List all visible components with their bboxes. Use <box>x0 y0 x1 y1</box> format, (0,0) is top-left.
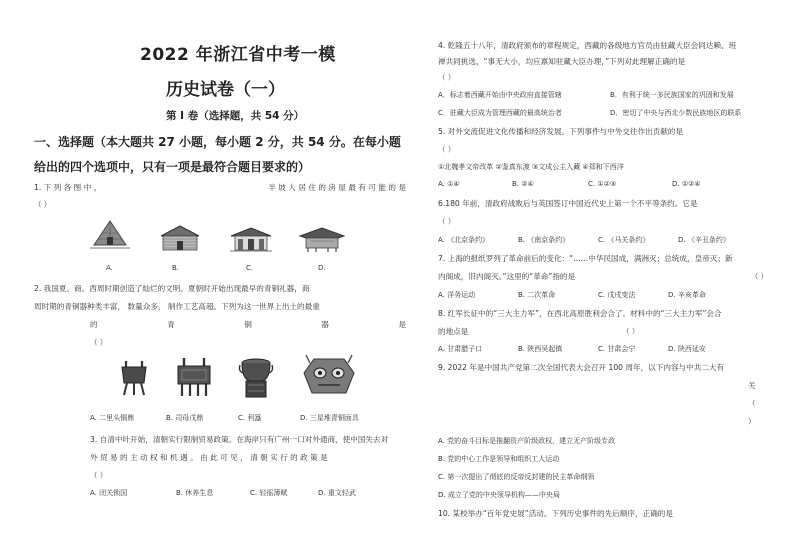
q6-option-d: D. 《辛丑条约》 <box>678 236 730 244</box>
q4-option-d: D．密切了中央与西北少数民族地区的联系 <box>610 109 742 117</box>
q9-line2: 关 <box>748 381 756 390</box>
q2-figure-a <box>118 357 150 397</box>
q8-answer-paren: （ ） <box>622 327 640 336</box>
q2-word: 器 <box>321 320 329 329</box>
q6-option-c: C. 《马关条约》 <box>598 236 650 244</box>
q2-label-d: D. 三星堆青铜面具 <box>300 414 359 422</box>
q8-option-d: D. 陕西延安 <box>668 345 706 353</box>
q8-line1: 8. 红军长征中的“三大主力军”，在西北高原胜利会合了。材料中的“三大主力军”会合 <box>438 309 722 318</box>
q5-option-a: A. ①④ <box>438 180 460 188</box>
q1-figure-a <box>88 219 132 253</box>
q2-word: 铜 <box>244 320 252 329</box>
q3-option-c: C. 轻徭薄赋 <box>250 489 288 497</box>
q8-option-b: B. 陕西吴起镇 <box>518 345 563 353</box>
q4-option-b: B．有利于统一多民族国家的巩固和发展 <box>610 91 734 99</box>
q9-option-a: A. 党的奋斗目标是推翻资产阶级政权，建立无产阶级专政 <box>438 437 616 445</box>
q2-label-c: C. 利簋 <box>238 414 262 422</box>
q3-line2: 外 贸 易 的 主 动 权 和 机 遇 。 由 此 可 见 ， 清 朝 实 行 的 政 策 是 <box>90 453 328 462</box>
q5-answer-paren: （ ） <box>438 145 456 154</box>
q2-line3 <box>90 319 406 330</box>
section-heading-line2: 给出的四个选项中，只有一项是最符合题目要求的） <box>34 160 311 174</box>
q7-answer-paren: （ ） <box>750 272 768 281</box>
q8-option-a: A. 甘肃腊子口 <box>438 345 483 353</box>
q1-label-b: B. <box>172 264 180 272</box>
q4-option-a: A．标志着西藏开始由中央政府直接管辖 <box>438 91 562 99</box>
q7-option-c: C. 戊戌变法 <box>598 291 636 299</box>
part-heading: 第 I 卷（选择题，共 54 分） <box>166 110 305 122</box>
q4-line2: 禅共同挑选，“事无大小，均应禀知驻藏大臣办理，”下列对此理解正确的是 <box>438 57 686 66</box>
q2-figure-c <box>238 355 274 399</box>
q2-figure-b <box>174 356 214 398</box>
q4-answer-paren: （ ） <box>438 73 456 82</box>
q1-label-a: A. <box>106 264 113 272</box>
q2-word: 的 <box>90 320 98 329</box>
q3-option-b: B. 休养生息 <box>176 489 214 497</box>
q1-label-d: D. <box>318 264 326 272</box>
q4-option-c: C．驻藏大臣成为管理西藏的最高统治者 <box>438 109 562 117</box>
right-column <box>412 0 794 560</box>
q1-stem-a: 1. 下 列 各 图 中 ， <box>34 183 102 192</box>
q3-answer-paren: （ ） <box>90 471 108 480</box>
q8-line2: 的地点是 <box>438 327 469 336</box>
q3-option-d: D. 重文轻武 <box>318 489 356 497</box>
q1-label-c: C. <box>246 264 254 272</box>
q9-paren-open: （ <box>748 399 756 408</box>
q3-option-a: A. 闭关锁国 <box>90 489 128 497</box>
q5-line1: 5. 对外交流促进文化传播和经济发展。下列事件与中外交往作出贡献的是 <box>438 127 684 136</box>
q5-items: ①北魏孝文帝改革 ②鉴真东渡 ③文成公主入藏 ④郑和下西洋 <box>438 163 624 171</box>
q2-label-a: A. 二里头铜鼎 <box>90 414 135 422</box>
exam-title: 2022 年浙江省中考一模 <box>140 45 336 65</box>
exam-subtitle: 历史试卷（一） <box>166 80 285 100</box>
q7-line2: 内阁成，旧内阁灭。”这里的“革命”指的是 <box>438 272 576 281</box>
q2-line2: 周时期的青铜器种类丰富， 数量众多， 制作工艺高超。下列为这一世界上出土的最重 <box>34 302 320 311</box>
q7-option-b: B. 二次革命 <box>518 291 556 299</box>
q2-figure-d <box>300 353 358 399</box>
q6-answer-paren: （ ） <box>438 217 456 226</box>
q4-line1: 4. 乾隆五十八年，清政府颁布的章程规定，西藏的各级地方官员由驻藏大臣会同达赖、班 <box>438 41 737 50</box>
q1-answer-paren: （ ） <box>34 200 52 209</box>
q8-option-c: C. 甘肃会宁 <box>598 345 636 353</box>
q7-option-d: D. 辛亥革命 <box>668 291 706 299</box>
q3-line1: 3. 自清中叶开始，清朝实行限制贸易政策。在海岸只有广州一口对外通商，使中国失去对 <box>90 435 389 444</box>
q9-option-c: C. 第一次提出了彻底的反帝反封建的民主革命纲领 <box>438 473 595 481</box>
q5-option-d: D. ①②④ <box>672 180 701 188</box>
q7-line1: 7. 上海的报纸罗列了革命前后的变化：“……中华民国成，满洲灭；总统成，皇帝灭；新 <box>438 254 733 263</box>
q1-figure-b <box>157 222 203 254</box>
q1-figure-d <box>298 224 346 254</box>
q1-stem-b: 半 坡 人 居 住 的 房 屋 最 有 可 能 的 是 <box>268 183 406 192</box>
q2-line1: 2. 我国夏、商、西周时期创造了灿烂的文明。夏朝时开始出现最早的青铜礼器，商 <box>34 284 310 293</box>
section-heading-line1: 一、选择题（本大题共 27 小题，每小题 2 分，共 54 分。在每小题 <box>34 135 401 149</box>
q9-option-b: B. 党的中心工作是领导和组织工人运动 <box>438 455 560 463</box>
q2-word: 是 <box>398 320 406 329</box>
q7-line2-row <box>438 271 768 282</box>
q6-option-b: B. 《南京条约》 <box>518 236 570 244</box>
q6-option-a: A. 《北京条约》 <box>438 236 490 244</box>
q1-figure-c <box>228 222 274 254</box>
q2-label-b: B. 司母戊鼎 <box>166 414 204 422</box>
q5-option-c: C. ①②③ <box>588 180 617 188</box>
q5-option-b: B. ②④ <box>512 180 534 188</box>
q2-answer-paren: （ ） <box>90 338 108 347</box>
q6-line1: 6.180 年前，清政府战败后与英国签订中国近代史上第一个不平等条约。它是 <box>438 199 698 208</box>
q9-option-d: D. 成立了党的中央领导机构——中央局 <box>438 491 560 499</box>
q7-option-a: A. 洋务运动 <box>438 291 476 299</box>
q9-paren-close: ） <box>748 417 756 426</box>
q2-word: 青 <box>167 320 175 329</box>
q10-line1: 10. 某校举办“百年党史展”活动。下列历史事件的先后顺序，正确的是 <box>438 509 673 518</box>
q9-line1: 9. 2022 年是中国共产党第二次全国代表大会召开 100 周年，以下内容与中共二大有 <box>438 363 725 372</box>
q1-stem <box>34 182 406 193</box>
